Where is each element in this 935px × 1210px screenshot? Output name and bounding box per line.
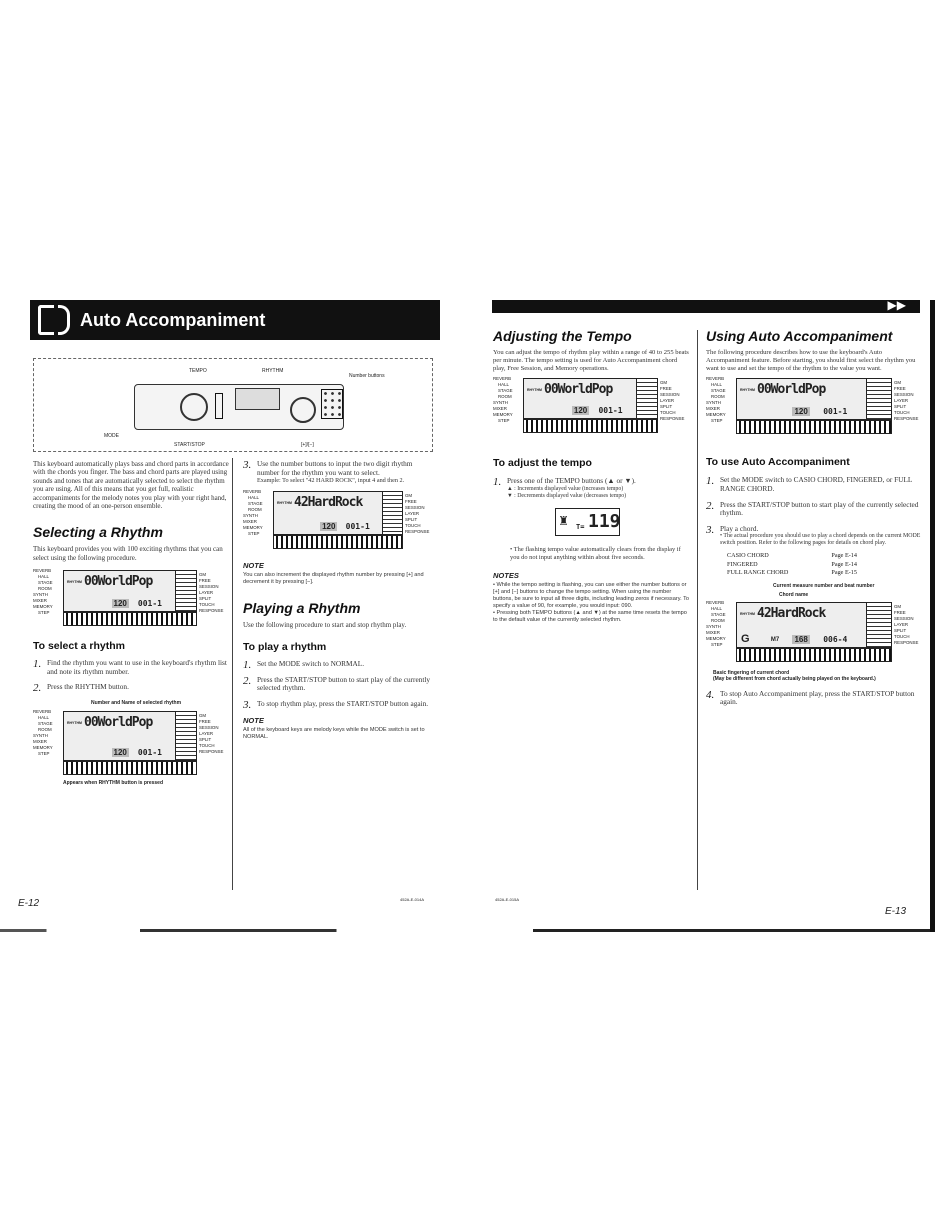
tempo-bullet: • The flashing tempo value automatically clears from the display if you do not input anything within about five seconds. — [510, 545, 681, 561]
step-number: 2. — [706, 499, 715, 512]
note-text: All of the keyboard keys are melody keys while the MODE switch is set to NORMAL. — [243, 727, 425, 741]
lcd-label: HALL — [38, 715, 49, 721]
step-number: 2. — [33, 682, 42, 695]
bracket-icon — [58, 305, 70, 335]
lcd-label: FREE — [405, 498, 417, 504]
lcd-label: SYNTH — [706, 400, 721, 406]
label-rhythm: RHYTHM — [262, 368, 284, 374]
rhythm-name: 00WorldPop — [757, 382, 826, 398]
caption-fingering — [713, 670, 924, 682]
reference-page: Page E-14 — [831, 560, 857, 568]
notes-heading: NOTES — [493, 571, 519, 581]
example-text: Example: To select "42 HARD ROCK", input 4 and then 2. — [257, 477, 405, 485]
step-number: 3. — [243, 698, 252, 711]
lcd-left-labels — [706, 376, 736, 424]
lcd-label: SYNTH — [33, 733, 48, 739]
lcd-right-labels — [199, 713, 229, 755]
tempo-value: 120 — [322, 521, 336, 531]
label-plus-minus: [+]/[−] — [301, 442, 314, 448]
step-text: Set the MODE switch to NORMAL. — [257, 659, 365, 669]
lcd-label: RESPONSE — [199, 608, 224, 614]
lcd-right-labels — [660, 380, 690, 422]
caption: Appears when RHYTHM button is pressed — [63, 780, 164, 787]
lcd-display-chord — [706, 600, 924, 662]
step-text: Press the START/STOP button to start play of the currently selected rhythm. — [720, 499, 919, 518]
lcd-label: MIXER — [706, 406, 720, 412]
page-reference — [727, 569, 857, 578]
keyboard-graphic — [63, 761, 197, 775]
lcd-label: SPLIT — [199, 737, 212, 743]
page-number: E-12 — [18, 898, 40, 909]
step-number: 1. — [243, 659, 252, 672]
panel-lcd — [235, 388, 280, 410]
lcd-label: STAGE — [248, 500, 263, 506]
lcd-left-labels — [243, 489, 273, 537]
lcd-rhythm-label: RHYTHM — [740, 388, 755, 393]
lcd-label: STAGE — [711, 611, 726, 617]
rhythm-name: 00WorldPop — [84, 715, 153, 731]
lcd-label: SYNTH — [243, 512, 258, 518]
lcd-label: MIXER — [33, 598, 47, 604]
lcd-display — [493, 376, 690, 433]
lcd-label: STEP — [248, 530, 260, 536]
lcd-rhythm-label: RHYTHM — [740, 611, 755, 616]
label-number-buttons: Number buttons — [349, 373, 385, 379]
lcd-label: RESPONSE — [894, 416, 919, 422]
playing-text: Use the following procedure to start and stop rhythm play. — [243, 620, 407, 629]
staff-icon — [382, 492, 402, 534]
lcd-label: FREE — [894, 609, 906, 615]
lcd-label: FREE — [199, 578, 211, 584]
lcd-label: REVERB — [706, 376, 725, 382]
scan-edge — [930, 300, 935, 932]
lcd-label: ROOM — [711, 394, 725, 400]
lcd-display — [706, 376, 924, 434]
staff-icon — [636, 379, 657, 418]
step — [706, 690, 924, 707]
lcd-label: STEP — [498, 418, 510, 424]
lcd-right-labels — [199, 572, 229, 614]
step-text: To stop Auto Accompaniment play, press the START/STOP button again. — [720, 688, 915, 707]
lcd-label: MEMORY — [33, 604, 53, 610]
panel-diagram — [33, 358, 433, 452]
step-number: 2. — [243, 674, 252, 687]
lcd-label: RESPONSE — [894, 639, 919, 645]
lcd-label: GM — [894, 603, 902, 609]
reference-label: FINGERED — [727, 560, 758, 568]
note-text: You can also increment the displayed rhythm number by pressing [+] and decrement it by pressing [−]. — [243, 571, 424, 585]
auto-intro: The following procedure describes how to use the keyboard's Auto Accompaniment feature. Before starting, you should first select the rhythm you want to use and set the tempo of the rhythm to the value you want. — [706, 349, 916, 372]
lcd-label: TOUCH — [405, 522, 421, 528]
step — [33, 682, 229, 695]
lcd-label: FREE — [199, 719, 211, 725]
heading-use-auto: To use Auto Accompaniment — [706, 456, 850, 469]
selecting-text: This keyboard provides you with 100 exciting rhythms that you can select using the following procedure. — [33, 545, 223, 562]
lcd-label: TOUCH — [894, 633, 910, 639]
dial-icon — [290, 397, 316, 423]
measure-value: 006-4 — [823, 634, 848, 644]
lcd-label: TOUCH — [199, 743, 215, 749]
lcd-label: SYNTH — [33, 592, 48, 598]
label-mode: MODE — [104, 433, 119, 439]
lcd-display — [33, 568, 229, 626]
lcd-right-labels — [894, 380, 924, 422]
staff-icon — [175, 571, 196, 611]
keyboard-graphic — [523, 419, 658, 433]
step-text: Press one of the TEMPO buttons (▲ or ▼). — [507, 476, 636, 486]
step — [243, 460, 435, 485]
step-number: 4. — [706, 688, 715, 701]
lcd-label: STAGE — [711, 388, 726, 394]
lcd-label: HALL — [711, 382, 722, 388]
lcd-label: MIXER — [706, 629, 720, 635]
measure-value: 001-1 — [137, 748, 162, 758]
decrement-text: ▼ : Decrements displayed value (decreases tempo) — [507, 492, 627, 499]
rhythm-name: 00WorldPop — [544, 382, 613, 398]
step-text: Set the MODE switch to CASIO CHORD, FINGERED, or FULL RANGE CHORD. — [720, 475, 913, 493]
lcd-label: REVERB — [243, 488, 262, 494]
lcd-rhythm-label: RHYTHM — [67, 721, 82, 726]
measure-value: 001-1 — [345, 521, 370, 531]
rhythm-name: 00WorldPop — [84, 574, 153, 590]
lcd-screen — [273, 491, 403, 535]
lcd-label: GM — [199, 572, 207, 578]
lcd-left-labels — [706, 600, 736, 648]
lcd-label: SESSION — [405, 504, 425, 510]
lcd-label: SESSION — [660, 392, 680, 398]
heading-selecting-rhythm: Selecting a Rhythm — [33, 524, 163, 541]
lcd-label: RESPONSE — [405, 528, 430, 534]
left-column — [33, 460, 229, 786]
lcd-label: ROOM — [38, 727, 52, 733]
lcd-label: SESSION — [199, 584, 219, 590]
lcd-label: TOUCH — [894, 410, 910, 416]
tempo-value: 119 — [588, 510, 621, 532]
chord-name: G — [741, 632, 750, 645]
rhythm-name: 42HardRock — [294, 494, 363, 510]
lcd-label: LAYER — [660, 398, 675, 404]
lcd-label: MEMORY — [706, 412, 726, 418]
step-number: 1. — [706, 475, 715, 488]
tempo-column — [493, 328, 690, 624]
note-heading: NOTE — [243, 716, 264, 726]
note-text: • Pressing both TEMPO buttons (▲ and ▼) at the same time resets the tempo to the default value of the currently selected rhythm. — [493, 610, 687, 624]
note-text: • While the tempo setting is flashing, you can use either the number buttons or [+] and [−] buttons to change the tempo setting. When using the number buttons, be sure to input all three digits, including leading zeros if necessary. To specify a value of 90, for example, you would input: 090. — [493, 582, 689, 610]
lcd-label: LAYER — [894, 621, 909, 627]
step — [706, 501, 924, 518]
step-bullet: • The actual procedure you should use to play a chord depends on the current MODE switch position. Refer to the following pages for details on chord play. — [720, 533, 921, 547]
reference-page: Page E-15 — [831, 569, 857, 577]
staff-icon — [866, 379, 891, 419]
column-divider — [232, 458, 233, 890]
keyboard-graphic — [273, 535, 403, 549]
caption-chord-name: Chord name — [779, 591, 809, 598]
lcd-label: MEMORY — [493, 412, 513, 418]
lcd-label: STEP — [38, 610, 50, 616]
step-number: 3. — [706, 523, 715, 536]
lcd-label: FREE — [894, 386, 906, 392]
lcd-label: GM — [660, 380, 668, 386]
lcd-label: LAYER — [199, 731, 214, 737]
lcd-screen — [736, 602, 892, 648]
lcd-label: LAYER — [199, 590, 214, 596]
lcd-left-labels — [33, 709, 63, 757]
caption: Number and Name of selected rhythm — [91, 700, 182, 707]
column-divider — [697, 330, 698, 890]
heading-adjust-tempo: To adjust the tempo — [493, 457, 592, 470]
lcd-label: MIXER — [493, 406, 507, 412]
lcd-label: LAYER — [405, 510, 420, 516]
heading-select-rhythm: To select a rhythm — [33, 640, 125, 653]
page-number: E-13 — [885, 906, 907, 917]
step — [493, 477, 690, 500]
lcd-label: TOUCH — [199, 602, 215, 608]
lcd-label: STAGE — [38, 580, 53, 586]
caption-line: Basic fingering of current chord — [713, 669, 790, 676]
lcd-left-labels — [33, 568, 63, 616]
step-number: 3. — [243, 459, 252, 471]
reference-page: Page E-14 — [831, 552, 857, 560]
lcd-label: REVERB — [33, 568, 52, 574]
lcd-screen — [736, 378, 892, 420]
dial-icon — [180, 393, 208, 421]
lcd-label: SPLIT — [405, 516, 418, 522]
staff-icon — [866, 603, 891, 647]
lcd-label: ROOM — [38, 586, 52, 592]
lcd-right-labels — [894, 604, 924, 646]
lcd-left-labels — [493, 376, 523, 424]
step-text: Find the rhythm you want to use in the keyboard's rhythm list and note its rhythm number. — [47, 658, 227, 676]
step-text: To stop rhythm play, press the START/STOP button again. — [257, 698, 429, 708]
lcd-label: REVERB — [33, 709, 52, 715]
lcd-label: HALL — [498, 382, 509, 388]
lcd-label: ROOM — [248, 506, 262, 512]
tempo-button[interactable] — [215, 393, 223, 419]
step — [243, 659, 435, 672]
lcd-display — [33, 709, 229, 775]
scan-edge — [0, 929, 935, 932]
keyboard-graphic — [736, 420, 892, 434]
lcd-label: HALL — [248, 494, 259, 500]
middle-column — [243, 460, 435, 741]
lcd-label: SPLIT — [894, 627, 907, 633]
lcd-label: SYNTH — [706, 623, 721, 629]
staff-icon — [175, 712, 196, 760]
lcd-label: STEP — [38, 751, 50, 757]
lcd-screen — [63, 570, 197, 612]
heading-adjusting-tempo: Adjusting the Tempo — [493, 328, 632, 344]
increment-text: ▲ : Increments displayed value (increases tempo) — [507, 485, 624, 492]
number-buttons[interactable] — [321, 389, 343, 419]
section-header-bar — [30, 300, 440, 340]
tempo-display — [555, 508, 620, 536]
lcd-label: MIXER — [243, 518, 257, 524]
section-title: Auto Accompaniment — [80, 310, 266, 330]
measure-value: 001-1 — [598, 406, 623, 416]
lcd-label: REVERB — [706, 599, 725, 605]
lcd-label: ROOM — [498, 394, 512, 400]
lcd-label: SPLIT — [199, 596, 212, 602]
tempo-intro: You can adjust the tempo of rhythm play within a range of 40 to 255 beats per minute. The tempo setting is used for Auto Accompaniment chord play, Free Session, and Memory operations. — [493, 349, 689, 372]
lcd-label: SESSION — [894, 615, 914, 621]
keyboard-panel — [134, 384, 344, 430]
step — [243, 676, 435, 693]
step-text: Play a chord. — [720, 523, 759, 533]
lcd-label: STAGE — [38, 721, 53, 727]
lcd-label: GM — [199, 713, 207, 719]
metronome-icon: ♜ — [559, 510, 569, 529]
lcd-label: TOUCH — [660, 410, 676, 416]
step-text: Use the number buttons to input the two digit rhythm number for the rhythm you want to select. — [257, 459, 413, 477]
caption-measure: Current measure number and beat number — [773, 582, 875, 589]
step-text: Press the RHYTHM button. — [47, 682, 129, 692]
note-heading: NOTE — [243, 560, 264, 570]
page-reference — [727, 561, 857, 570]
lcd-label: HALL — [38, 574, 49, 580]
label-tempo: TEMPO — [189, 368, 207, 374]
lcd-label: HALL — [711, 605, 722, 611]
lcd-label: SESSION — [894, 392, 914, 398]
label-start-stop: START/STOP — [174, 442, 205, 448]
keyboard-graphic — [63, 612, 197, 626]
heading-using-auto: Using Auto Accompaniment — [706, 328, 893, 344]
intro-paragraph: This keyboard automatically plays bass and chord parts in accordance with the chords you finger. The bass and chord parts are played using sounds and tones that are automatically selected to select the rhythm you are using. All of this means that you get full, realistic accompaniments for the melody notes you play with your right hand, creating the mood of an one-person ensemble. — [33, 460, 229, 511]
lcd-label: ROOM — [711, 617, 725, 623]
lcd-label: STAGE — [498, 388, 513, 394]
lcd-rhythm-label: RHYTHM — [527, 388, 542, 393]
tempo-value: 120 — [113, 748, 127, 758]
lcd-rhythm-label: RHYTHM — [67, 580, 82, 585]
rhythm-name: 42HardRock — [757, 605, 826, 621]
lcd-label: SPLIT — [660, 404, 673, 410]
bracket-icon — [38, 305, 54, 335]
lcd-label: MIXER — [33, 739, 47, 745]
page-reference — [727, 552, 857, 561]
caption-line: (May be different from chord actually being played on the keyboard.) — [713, 675, 876, 682]
lcd-label: MEMORY — [706, 635, 726, 641]
lcd-label: LAYER — [894, 398, 909, 404]
reference-label: CASIO CHORD — [727, 552, 769, 560]
tempo-value: 168 — [794, 634, 808, 644]
lcd-label: STEP — [711, 641, 723, 647]
lcd-label: SYNTH — [493, 400, 508, 406]
lcd-label: RESPONSE — [199, 749, 224, 755]
lcd-label: RESPONSE — [660, 416, 685, 422]
heading-play-rhythm: To play a rhythm — [243, 641, 327, 654]
step-text: Press the START/STOP button to start play of the currently selected rhythm. — [257, 674, 431, 693]
lcd-label: REVERB — [493, 376, 512, 382]
keyboard-graphic — [736, 648, 892, 662]
lcd-label: FREE — [660, 386, 672, 392]
lcd-label: SESSION — [199, 725, 219, 731]
arrow-icon: ▶▶ — [887, 298, 906, 312]
lcd-label: STEP — [711, 418, 723, 424]
auto-column — [706, 328, 924, 707]
lcd-label: MEMORY — [33, 745, 53, 751]
heading-playing-rhythm: Playing a Rhythm — [243, 599, 361, 616]
document-code: 452A-E-015A — [495, 897, 520, 902]
lcd-screen — [523, 378, 658, 419]
lcd-display — [243, 489, 435, 549]
step — [33, 659, 229, 676]
step — [706, 476, 924, 493]
lcd-label: MEMORY — [243, 524, 263, 530]
step-number: 1. — [493, 476, 502, 489]
chord-type: M7 — [770, 636, 780, 643]
lcd-label: GM — [405, 492, 413, 498]
lcd-screen — [63, 711, 197, 761]
section-header-bar-right — [492, 300, 920, 313]
step-number: 1. — [33, 658, 42, 671]
lcd-right-labels — [405, 493, 435, 535]
document-code: 452A-E-014A — [400, 897, 425, 902]
step — [706, 525, 924, 548]
step — [243, 700, 435, 709]
tempo-value: 120 — [794, 407, 808, 417]
tempo-value: 120 — [113, 599, 127, 609]
lcd-rhythm-label: RHYTHM — [277, 500, 292, 505]
reference-label: FULL RANGE CHORD — [727, 569, 789, 577]
tempo-prefix: T= — [576, 522, 585, 531]
lcd-label: SPLIT — [894, 404, 907, 410]
page-reference-list — [727, 552, 857, 578]
measure-value: 001-1 — [823, 407, 848, 417]
measure-value: 001-1 — [137, 599, 162, 609]
lcd-label: GM — [894, 380, 902, 386]
tempo-value: 120 — [573, 406, 588, 416]
